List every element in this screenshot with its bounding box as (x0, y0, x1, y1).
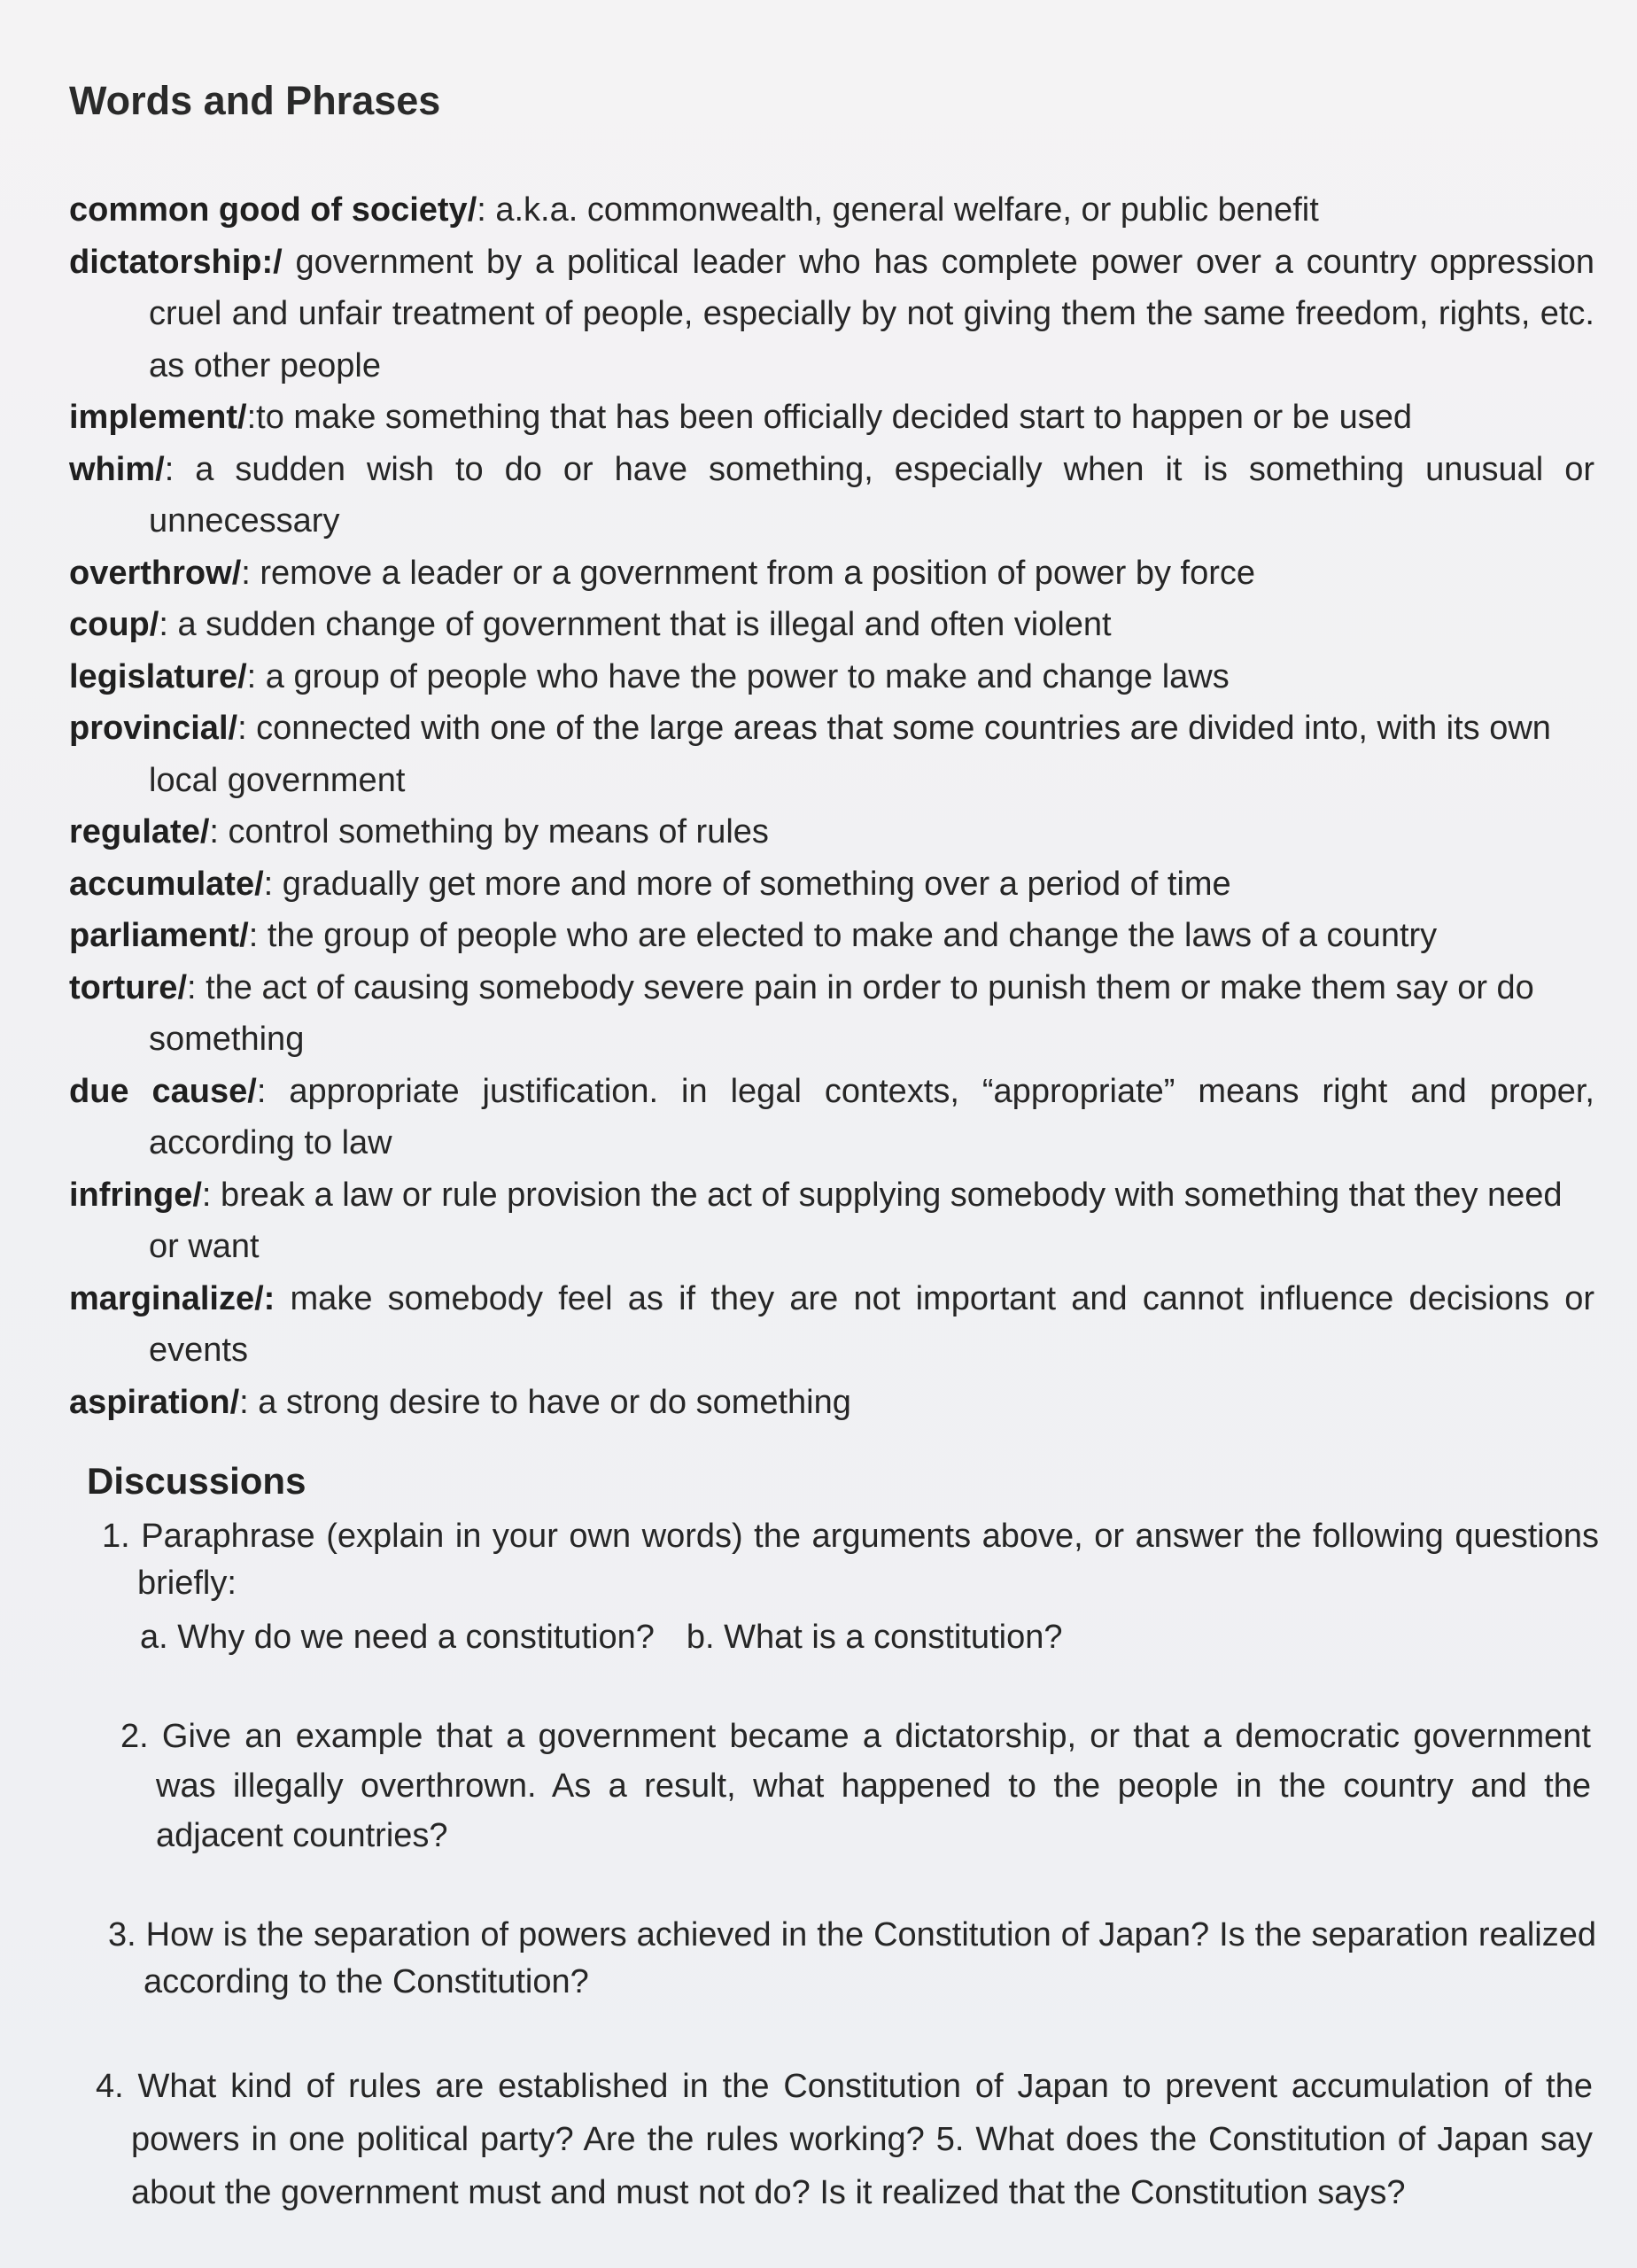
vocab-term: torture/ (69, 968, 187, 1006)
vocab-term: dictatorship:/ (69, 243, 283, 281)
vocab-entry-marginalize (69, 1273, 1594, 1377)
vocab-term: parliament/ (69, 917, 249, 954)
discussion-question-2: 2. Give an example that a government became a dictatorship, or that a democratic government was illegally overthrown. As a result, what happened to the people in the country and the adjacent countries? (120, 1718, 1591, 1854)
vocab-entry-torture (69, 962, 1594, 1066)
discussion-question-1b: b. What is a constitution? (686, 1619, 1063, 1656)
vocab-term: coup/ (69, 606, 159, 643)
vocab-term: aspiration/ (69, 1383, 240, 1421)
vocab-definition: : break a law or rule provision the act of supplying somebody with something that they need or want (149, 1176, 1563, 1265)
discussion-question-1-subitems (140, 1614, 1094, 1661)
vocab-definition: make somebody feel as if they are not important and cannot influence decisions or events (149, 1279, 1594, 1369)
vocab-definition: : gradually get more and more of something over a period of time (263, 865, 1231, 903)
vocab-entry-implement (69, 392, 1594, 444)
discussion-question-4: 4. What kind of rules are established in the Constitution of Japan to prevent accumulation of the powers in one political party? Are the rules working? 5. What does the Constitution of Japan say about the government must and must not do? Is it realized that the Constitution says? (96, 2068, 1593, 2211)
vocab-term: provincial/ (69, 710, 238, 747)
vocab-entry-whim (69, 444, 1594, 548)
vocab-term: implement/ (69, 399, 247, 436)
vocab-entry-infringe (69, 1169, 1594, 1273)
vocab-term: common good of society/ (69, 191, 477, 229)
vocab-entry-parliament (69, 910, 1594, 962)
discussions-heading: Discussions (87, 1460, 306, 1502)
vocab-definition: : a sudden change of government that is illegal and often violent (159, 606, 1112, 643)
vocab-entry-legislature (69, 651, 1594, 703)
vocab-term: overthrow/ (69, 554, 242, 592)
vocab-entry-provincial (69, 703, 1594, 806)
vocab-definition: : the group of people who are elected to make and change the laws of a country (248, 917, 1438, 954)
vocab-entry-dictatorship (69, 237, 1594, 392)
discussion-question-3: 3. How is the separation of powers achieved in the Constitution of Japan? Is the separation realized according to the Constitution? (108, 1916, 1596, 2000)
vocab-definition: : a.k.a. commonwealth, general welfare, or public benefit (477, 191, 1319, 229)
vocab-entry-coup (69, 599, 1594, 651)
vocabulary-list (69, 184, 1594, 1428)
vocab-definition: government by a political leader who has complete power over a country oppression cruel and unfair treatment of people, especially by not giving them the same freedom, rights, etc. as other people (149, 243, 1594, 384)
vocab-term: whim/ (69, 450, 165, 488)
vocab-definition: : control something by means of rules (209, 813, 769, 850)
vocab-term: due cause/ (69, 1072, 257, 1110)
vocab-definition: : the act of causing somebody severe pain in order to punish them or make them say or do something (149, 968, 1534, 1058)
vocab-term: infringe/ (69, 1176, 202, 1214)
vocab-term: accumulate/ (69, 865, 264, 903)
vocab-entry-due-cause (69, 1066, 1594, 1169)
vocab-entry-common-good (69, 184, 1594, 237)
vocab-definition: :to make something that has been officially decided start to happen or be used (246, 399, 1412, 436)
vocab-entry-overthrow (69, 548, 1594, 600)
discussion-question-1: 1. Paraphrase (explain in your own words) the arguments above, or answer the following questions briefly: (102, 1518, 1599, 1602)
vocab-entry-accumulate (69, 858, 1594, 911)
vocab-term: marginalize/: (69, 1279, 275, 1317)
vocab-entry-aspiration (69, 1377, 1594, 1429)
page-title: Words and Phrases (69, 78, 441, 123)
vocab-definition: : a sudden wish to do or have something, especially when it is something unusual or unnecessary (149, 450, 1594, 540)
vocab-definition: : remove a leader or a government from a position of power by force (241, 554, 1256, 592)
vocab-definition: : connected with one of the large areas that some countries are divided into, with its own local government (149, 710, 1551, 799)
vocab-definition: : a group of people who have the power to make and change laws (246, 657, 1230, 695)
vocab-definition: : appropriate justification. in legal contexts, “appropriate” means right and proper, according to law (149, 1072, 1594, 1161)
vocab-term: legislature/ (69, 657, 247, 695)
discussion-question-1a: a. Why do we need a constitution? (140, 1619, 655, 1656)
vocab-definition: : a strong desire to have or do something (239, 1383, 851, 1421)
vocab-entry-regulate (69, 806, 1594, 858)
vocab-term: regulate/ (69, 813, 210, 850)
